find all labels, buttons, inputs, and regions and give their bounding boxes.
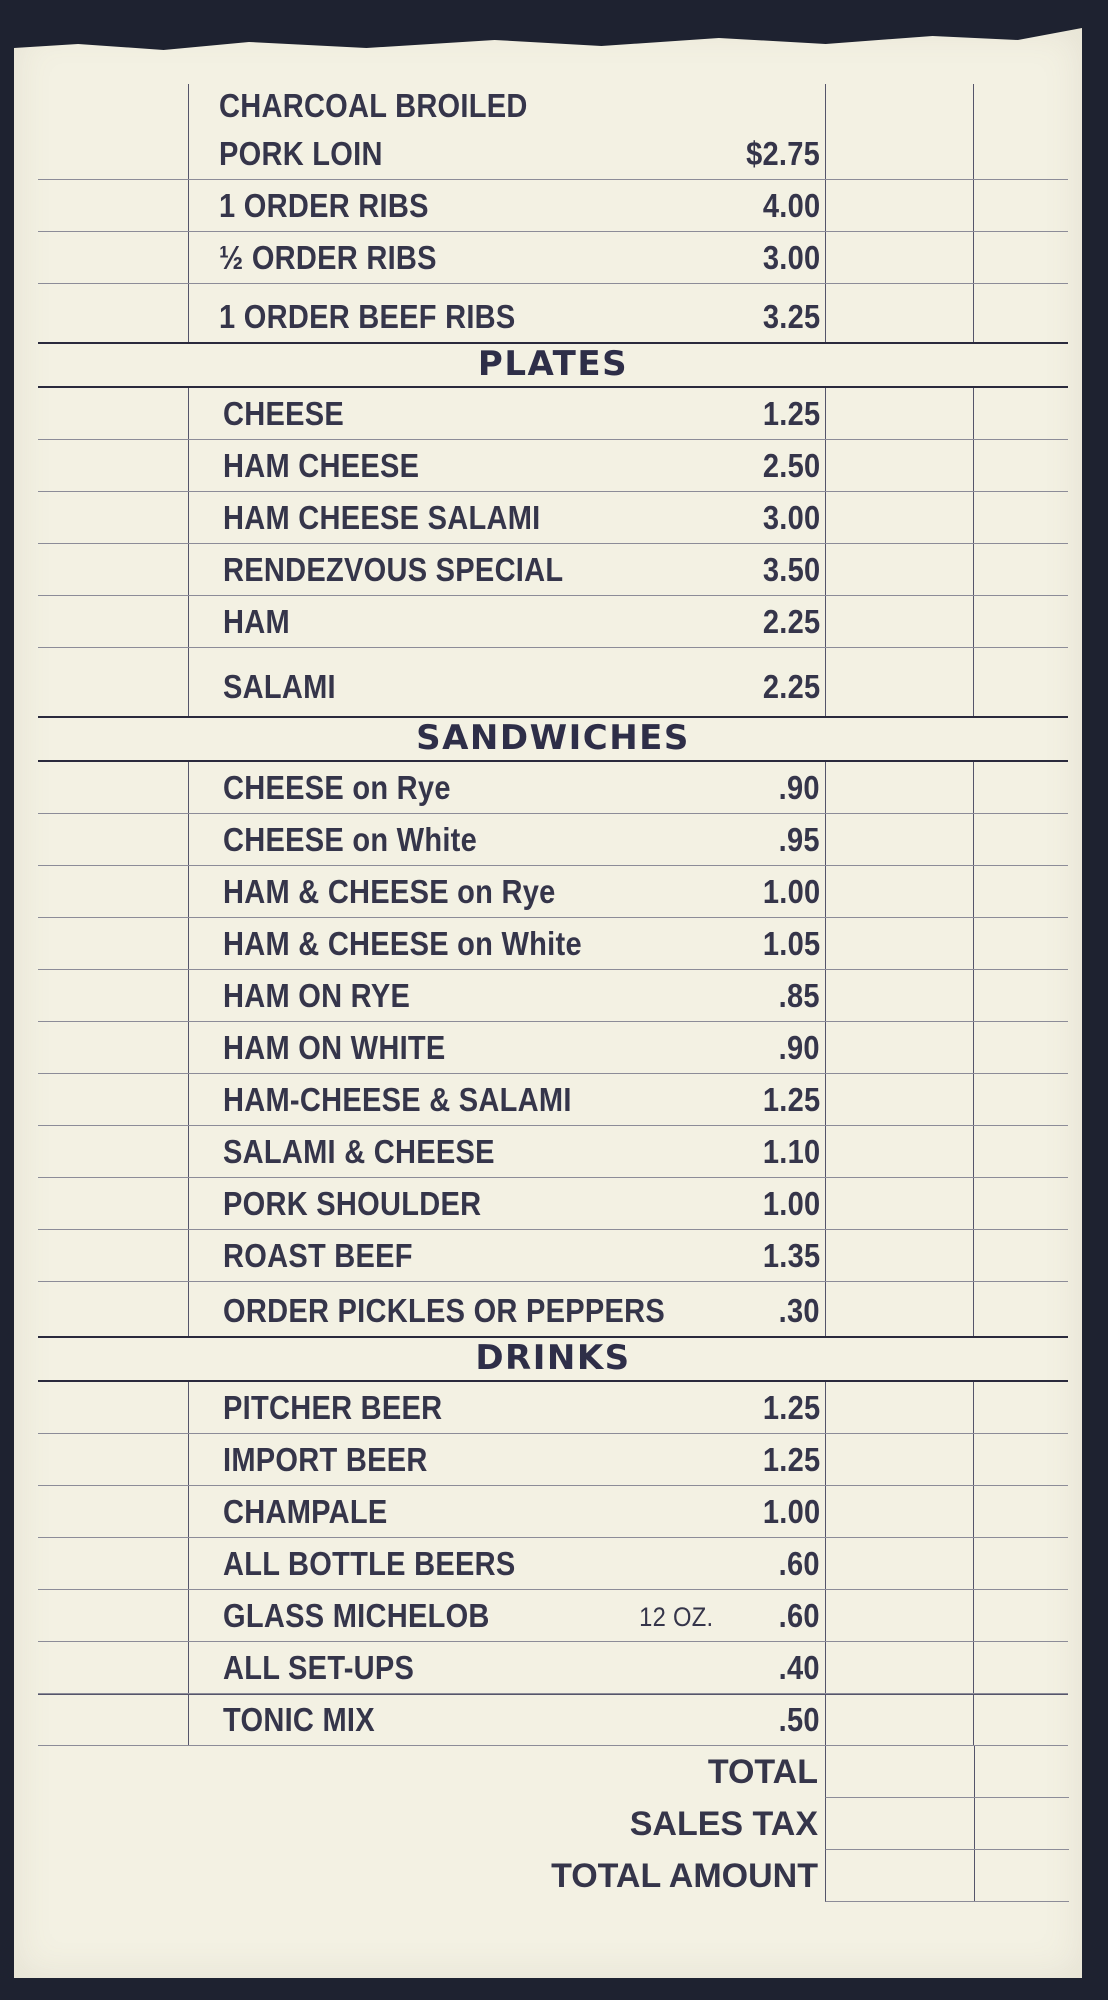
menu-row bbox=[38, 1126, 1068, 1178]
item-price: .40 bbox=[778, 1649, 820, 1686]
quantity-box[interactable] bbox=[825, 84, 827, 179]
item-price: .60 bbox=[778, 1597, 820, 1634]
menu-row bbox=[38, 1022, 1068, 1074]
menu-row bbox=[38, 1230, 1068, 1282]
item-name: ½ ORDER RIBS bbox=[219, 239, 437, 276]
item-price: 1.35 bbox=[762, 1237, 820, 1274]
total-row bbox=[38, 1746, 1068, 1798]
item-price: .95 bbox=[778, 821, 820, 858]
item-price: .85 bbox=[778, 977, 820, 1014]
item-name: SALAMI & CHEESE bbox=[223, 1133, 495, 1170]
item-price: 3.50 bbox=[762, 551, 820, 588]
item-name: HAM & CHEESE on White bbox=[223, 925, 582, 962]
item-size-note: 12 OZ. bbox=[638, 1602, 713, 1632]
quantity-box[interactable] bbox=[825, 1695, 827, 1745]
amount-box[interactable] bbox=[973, 1230, 975, 1281]
amount-box[interactable] bbox=[973, 232, 975, 283]
quantity-box[interactable] bbox=[825, 492, 827, 543]
item-name: PORK LOIN bbox=[219, 135, 383, 172]
amount-box[interactable] bbox=[973, 596, 975, 647]
item-name: ROAST BEEF bbox=[223, 1237, 413, 1274]
sales-tax-label: SALES TAX bbox=[629, 1805, 818, 1843]
menu-row bbox=[38, 1282, 1068, 1336]
menu-row bbox=[38, 440, 1068, 492]
menu-row bbox=[38, 1486, 1068, 1538]
item-price: 2.50 bbox=[762, 447, 820, 484]
item-name: HAM bbox=[223, 603, 290, 640]
item-price: 1.25 bbox=[762, 1389, 820, 1426]
quantity-box[interactable] bbox=[825, 1486, 827, 1537]
item-price: 1.25 bbox=[762, 1081, 820, 1118]
item-name: TONIC MIX bbox=[223, 1701, 375, 1738]
quantity-box[interactable] bbox=[825, 1074, 827, 1125]
section-header-plates bbox=[38, 342, 1068, 388]
menu-row bbox=[38, 544, 1068, 596]
item-name: CHAMPALE bbox=[223, 1493, 388, 1530]
quantity-box[interactable] bbox=[825, 596, 827, 647]
amount-box[interactable] bbox=[973, 1486, 975, 1537]
menu-row bbox=[38, 762, 1068, 814]
quantity-box[interactable] bbox=[825, 918, 827, 969]
total-amount-final-box[interactable] bbox=[825, 1850, 1069, 1902]
item-price: 2.25 bbox=[762, 603, 820, 640]
section-title: SANDWICHES bbox=[416, 718, 690, 758]
quantity-box[interactable] bbox=[825, 970, 827, 1021]
item-price: 4.00 bbox=[762, 187, 820, 224]
menu-row bbox=[38, 918, 1068, 970]
item-name: HAM-CHEESE & SALAMI bbox=[223, 1081, 572, 1118]
item-price: 1.00 bbox=[762, 873, 820, 910]
total-amount-label: TOTAL AMOUNT bbox=[551, 1857, 818, 1895]
item-price: 1.00 bbox=[762, 1493, 820, 1530]
amount-box[interactable] bbox=[973, 866, 975, 917]
item-name: HAM & CHEESE on Rye bbox=[223, 873, 556, 910]
quantity-box[interactable] bbox=[825, 232, 827, 283]
quantity-box[interactable] bbox=[825, 1126, 827, 1177]
item-name: ORDER PICKLES OR PEPPERS bbox=[223, 1292, 666, 1329]
amount-box[interactable] bbox=[973, 388, 975, 439]
quantity-box[interactable] bbox=[825, 814, 827, 865]
item-price: 1.25 bbox=[762, 1441, 820, 1478]
menu-row bbox=[38, 1074, 1068, 1126]
item-price: 3.00 bbox=[762, 499, 820, 536]
menu-row-pork-loin bbox=[38, 84, 1068, 180]
quantity-box[interactable] bbox=[825, 284, 827, 342]
amount-box[interactable] bbox=[973, 1178, 975, 1229]
item-name: CHEESE on White bbox=[223, 821, 478, 858]
menu-row bbox=[38, 648, 1068, 716]
menu-row-1-order-ribs bbox=[38, 180, 1068, 232]
item-name: ALL SET-UPS bbox=[223, 1649, 415, 1686]
item-name: HAM CHEESE bbox=[223, 447, 420, 484]
menu-row bbox=[38, 1434, 1068, 1486]
menu-row-half-order-ribs bbox=[38, 232, 1068, 284]
quantity-box[interactable] bbox=[825, 180, 827, 231]
quantity-box[interactable] bbox=[825, 762, 827, 813]
menu-row bbox=[38, 1590, 1068, 1642]
menu-row bbox=[38, 970, 1068, 1022]
menu-row bbox=[38, 596, 1068, 648]
amount-box[interactable] bbox=[973, 970, 975, 1021]
item-name: PITCHER BEER bbox=[223, 1389, 443, 1426]
section-title: PLATES bbox=[477, 344, 629, 384]
menu-row bbox=[38, 1178, 1068, 1230]
quantity-box[interactable] bbox=[825, 544, 827, 595]
amount-box[interactable] bbox=[973, 1642, 975, 1693]
item-price: 3.00 bbox=[762, 239, 820, 276]
amount-box[interactable] bbox=[973, 84, 975, 179]
quantity-box[interactable] bbox=[825, 388, 827, 439]
amount-box[interactable] bbox=[973, 1382, 975, 1433]
amount-box[interactable] bbox=[973, 1282, 975, 1336]
quantity-box[interactable] bbox=[825, 1022, 827, 1073]
menu-row bbox=[38, 1382, 1068, 1434]
amount-box[interactable] bbox=[973, 1022, 975, 1073]
item-price: 2.25 bbox=[762, 668, 820, 705]
item-name: RENDEZVOUS SPECIAL bbox=[223, 551, 564, 588]
item-name: 1 ORDER BEEF RIBS bbox=[219, 298, 516, 335]
total-amount-row bbox=[38, 1850, 1068, 1902]
item-price: 1.10 bbox=[762, 1133, 820, 1170]
sales-tax-row bbox=[38, 1798, 1068, 1850]
amount-box[interactable] bbox=[973, 492, 975, 543]
total-amount-box[interactable] bbox=[825, 1746, 1069, 1798]
item-name: PORK SHOULDER bbox=[223, 1185, 482, 1222]
quantity-box[interactable] bbox=[825, 648, 827, 716]
quantity-box[interactable] bbox=[825, 1538, 827, 1589]
item-name: HAM CHEESE SALAMI bbox=[223, 499, 541, 536]
amount-box[interactable] bbox=[973, 762, 975, 813]
menu-row bbox=[38, 1642, 1068, 1694]
menu-row bbox=[38, 1538, 1068, 1590]
quantity-box[interactable] bbox=[825, 1178, 827, 1229]
item-price: .90 bbox=[778, 1029, 820, 1066]
amount-box[interactable] bbox=[973, 544, 975, 595]
item-price: .90 bbox=[778, 769, 820, 806]
amount-box[interactable] bbox=[973, 1126, 975, 1177]
item-name: SALAMI bbox=[223, 668, 336, 705]
item-price: 1.00 bbox=[762, 1185, 820, 1222]
sales-tax-amount-box[interactable] bbox=[825, 1798, 1069, 1850]
section-title: DRINKS bbox=[475, 1338, 631, 1378]
item-name: HAM ON WHITE bbox=[223, 1029, 446, 1066]
menu-row bbox=[38, 388, 1068, 440]
quantity-box[interactable] bbox=[825, 1434, 827, 1485]
amount-box[interactable] bbox=[973, 1695, 975, 1745]
amount-box[interactable] bbox=[973, 180, 975, 231]
item-name: HAM ON RYE bbox=[223, 977, 411, 1014]
item-name-line1: CHARCOAL BROILED bbox=[219, 87, 528, 124]
item-name: GLASS MICHELOB bbox=[223, 1597, 490, 1634]
item-name: IMPORT BEER bbox=[223, 1441, 428, 1478]
item-price: 3.25 bbox=[762, 298, 820, 335]
quantity-box[interactable] bbox=[825, 1382, 827, 1433]
item-price: 1.05 bbox=[762, 925, 820, 962]
item-price: .60 bbox=[778, 1545, 820, 1582]
quantity-box[interactable] bbox=[825, 1282, 827, 1336]
section-header-sandwiches bbox=[38, 716, 1068, 762]
item-name: 1 ORDER RIBS bbox=[219, 187, 429, 224]
amount-box[interactable] bbox=[973, 1590, 975, 1641]
item-price: $2.75 bbox=[745, 135, 820, 172]
menu-row bbox=[38, 492, 1068, 544]
item-price: .50 bbox=[778, 1701, 820, 1738]
item-price: .30 bbox=[778, 1292, 820, 1329]
quantity-box[interactable] bbox=[825, 440, 827, 491]
item-name: CHEESE bbox=[223, 395, 345, 432]
total-label: TOTAL bbox=[707, 1753, 818, 1791]
menu-row bbox=[38, 814, 1068, 866]
amount-box[interactable] bbox=[973, 918, 975, 969]
quantity-box[interactable] bbox=[825, 1590, 827, 1641]
section-header-drinks bbox=[38, 1336, 1068, 1382]
quantity-box[interactable] bbox=[825, 866, 827, 917]
quantity-box[interactable] bbox=[825, 1642, 827, 1693]
amount-box[interactable] bbox=[973, 648, 975, 716]
menu-row-beef-ribs bbox=[38, 284, 1068, 342]
item-price: 1.25 bbox=[762, 395, 820, 432]
menu-row bbox=[38, 1694, 1068, 1746]
amount-box[interactable] bbox=[973, 1538, 975, 1589]
menu-row bbox=[38, 866, 1068, 918]
amount-box[interactable] bbox=[973, 1434, 975, 1485]
quantity-box[interactable] bbox=[825, 1230, 827, 1281]
amount-box[interactable] bbox=[973, 284, 975, 342]
amount-box[interactable] bbox=[973, 440, 975, 491]
item-name: ALL BOTTLE BEERS bbox=[223, 1545, 516, 1582]
amount-box[interactable] bbox=[973, 814, 975, 865]
amount-box[interactable] bbox=[973, 1074, 975, 1125]
item-name: CHEESE on Rye bbox=[223, 769, 451, 806]
